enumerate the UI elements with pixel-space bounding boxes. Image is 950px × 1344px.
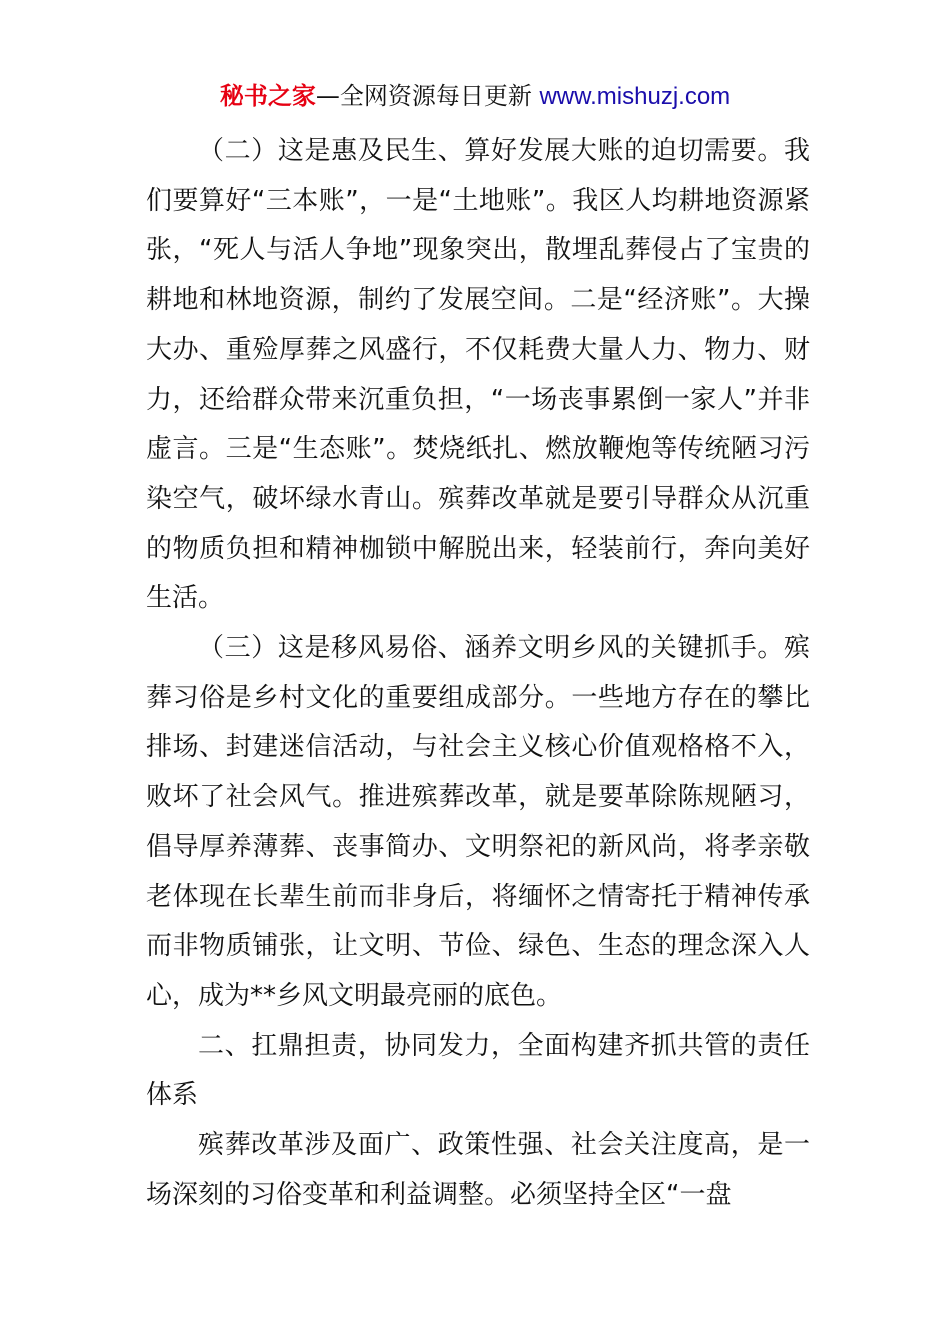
section-heading: 二、扛鼎担责，协同发力，全面构建齐抓共管的责任体系 <box>146 1030 810 1111</box>
paragraph-section-2: （二）这是惠及民生、算好发展大账的迫切需要。我们要算好“三本账”，一是“土地账”。我区人均耕地资源紧张，“死人与活人争地”现象突出，散埋乱葬侵占了宝贵的耕地和林地资源，制约了发展空间。二是“经济账”。大操大办、重殓厚葬之风盛行，不仅耗费大量人力、物力、财力，还给群众带来沉重负担，“一场丧事累倒一家人”并非虚言。三是“生态账”。焚烧纸扎、燃放鞭炮等传统陋习污染空气，破坏绿水青山。殡葬改革就是要引导群众从沉重的物质负担和精神枷锁中解脱出来，轻装前行，奔向美好生活。 <box>146 136 810 614</box>
document-body <box>146 127 810 1220</box>
site-header <box>0 80 950 113</box>
brand-name: 秘书之家 <box>219 82 316 110</box>
site-url-link[interactable]: www.mishuzj.com <box>539 83 731 110</box>
paragraph-intro: 殡葬改革涉及面广、政策性强、社会关注度高，是一场深刻的习俗变革和利益调整。必须坚持全区“一盘 <box>146 1130 810 1210</box>
header-tagline: —全网资源每日更新 <box>315 82 532 110</box>
paragraph-section-3: （三）这是移风易俗、涵养文明乡风的关键抓手。殡葬习俗是乡村文化的重要组成部分。一些地方存在的攀比排场、封建迷信活动，与社会主义核心价值观格格不入，败坏了社会风气。推进殡葬改革，就是要革除陈规陋习，倡导厚养薄葬、丧事简办、文明祭祀的新风尚，将孝亲敬老体现在长辈生前而非身后，将缅怀之情寄托于精神传承而非物质铺张，让文明、节俭、绿色、生态的理念深入人心，成为**乡风文明最亮丽的底色。 <box>146 633 810 1011</box>
